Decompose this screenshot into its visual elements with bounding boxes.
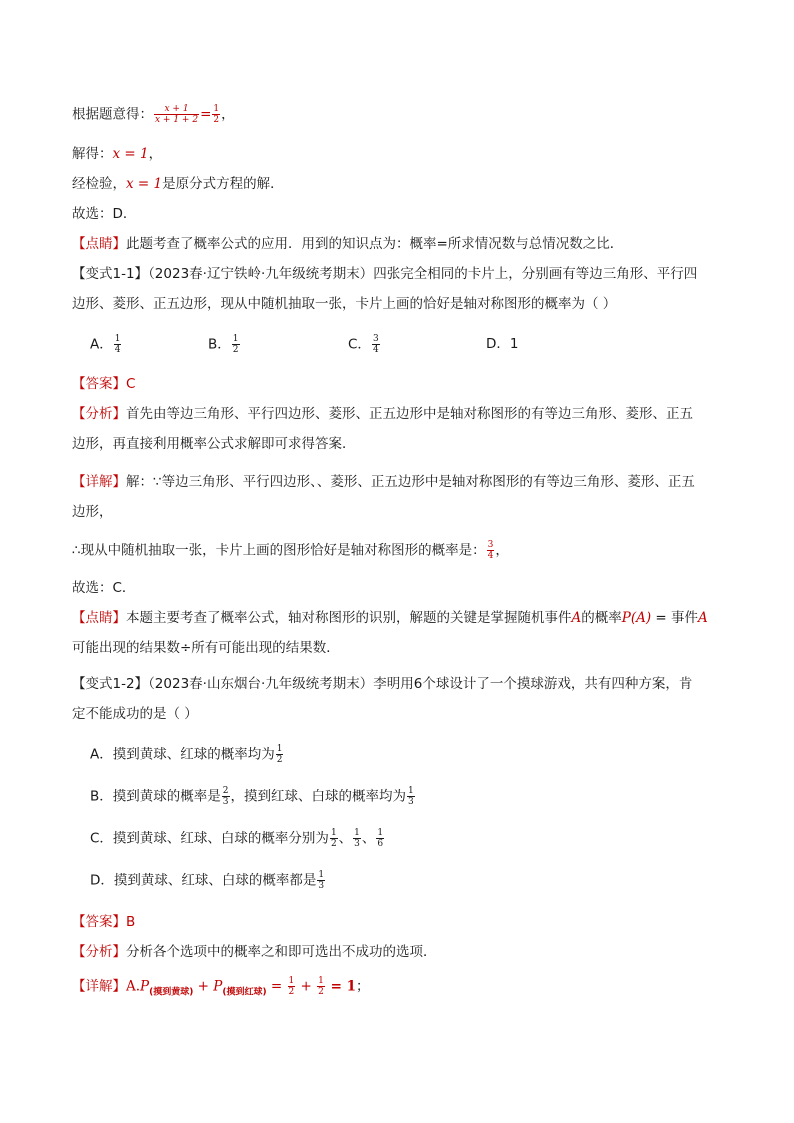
option-a: A．摸到黄球、红球的概率均为 $\frac{1}{2}$ [90, 744, 283, 765]
fraction: $\frac{1}{2}$ [213, 104, 220, 125]
question-1-2-stem-cont: 定不能成功的是（ ） [72, 706, 198, 722]
analysis-tag: 【分析】 [72, 944, 126, 960]
answer-line [72, 374, 135, 394]
comment-line: 【点睛】本题主要考查了概率公式，轴对称图形的识别，解题的关键是掌握随机事件A的概率P(A) = 事件A [72, 610, 708, 626]
answer-line [72, 912, 135, 932]
fraction: $\frac{1}{3}$ [318, 870, 325, 891]
answer-value: C [126, 376, 136, 392]
detail-line: 【详解】$A.P_{(摸到黄球)} + P_{(摸到红球)}$ = $\frac{1}{2}$ + $\frac{1}{2}$ = 1； [72, 976, 370, 998]
analysis-tag: 【分析】 [72, 406, 126, 422]
answer-tag: 【答案】 [72, 914, 126, 930]
fraction: $\frac{1}{3}$ [354, 828, 360, 849]
answer-tag: 【答案】 [72, 376, 126, 392]
math-expression: x = 1 [112, 146, 149, 162]
comment-line-cont: 可能出现的结果数÷所有可能出现的结果数． [72, 640, 340, 656]
comment-line: 【点睛】此题考查了概率公式的应用．用到的知识点为：概率=所求情况数与总情况数之比． [72, 236, 624, 252]
fraction: $\frac{1}{2}$ [330, 828, 337, 849]
fraction: $\frac{1}{6}$ [377, 828, 384, 849]
fraction: $\frac{3}{4}$ [372, 334, 379, 355]
fraction: $\frac{1}{2}$ [276, 744, 283, 765]
fraction: $\frac{x + 1}{x + 1 + 2}$ [155, 104, 199, 125]
detail-tag: 【详解】 [72, 474, 126, 490]
detail-line: 【详解】解：∵等边三角形、平行四边形、、菱形、正五边形中是轴对称图形的有等边三角形、菱形、正五 [72, 474, 695, 490]
question-1-2-stem: 【变式1-2】（2023春·山东烟台·九年级统考期末）李明用6个球设计了一个摸球游戏，共有四种方案，肯 [72, 676, 693, 692]
solution-line-equation: 根据题意得： $\frac{x + 1}{x + 1 + 2}$ = $\frac{1}{2}$ ， [72, 104, 235, 125]
option-b: B． $\frac{1}{2}$ [208, 334, 239, 355]
option-d: D．摸到黄球、红球、白球的概率都是 $\frac{1}{3}$ [90, 870, 325, 891]
fraction: $\frac{1}{2}$ [318, 976, 324, 997]
detail-line-conclusion: ∴现从中随机抽取一张，卡片上画的图形恰好是轴对称图形的概率是： $\frac{3}{4}$ ， [72, 540, 509, 561]
question-1-1-stem: 【变式1-1】（2023春·辽宁铁岭·九年级统考期末）四张完全相同的卡片上，分别画有等边三角形、平行四 [72, 266, 698, 282]
question-tag: 【变式1-1】 [72, 266, 149, 282]
option-d: D．1 [486, 336, 519, 352]
question-1-1-stem-cont: 边形、菱形、正五边形，现从中随机抽取一张，卡片上画的恰好是轴对称图形的概率为（ ） [72, 296, 617, 312]
option-b: B．摸到黄球的概率是 $\frac{2}{3}$ ，摸到红球、白球的概率均为 $\frac{1}{3}$ [90, 786, 414, 807]
fraction: $\frac{1}{4}$ [114, 334, 121, 355]
analysis-line: 【分析】首先由等边三角形、平行四边形、菱形、正五边形中是轴对称图形的有等边三角形、菱形、正五 [72, 406, 693, 422]
fraction: $\frac{1}{2}$ [232, 334, 239, 355]
fraction: $\frac{3}{4}$ [487, 540, 494, 561]
option-a: A． $\frac{1}{4}$ [90, 334, 121, 355]
answer-value: B [126, 914, 136, 930]
option-c: C． $\frac{3}{4}$ [348, 334, 379, 355]
analysis-line-cont: 边形，再直接利用概率公式求解即可求得答案． [72, 436, 356, 452]
fraction: $\frac{1}{3}$ [408, 786, 414, 807]
fraction: $\frac{2}{3}$ [222, 786, 229, 807]
comment-tag: 【点睛】 [72, 610, 126, 626]
detail-line-cont: 边形， [72, 504, 113, 520]
comment-tag: 【点睛】 [72, 236, 126, 252]
solution-line-solve: 解得：x = 1， [72, 146, 163, 162]
fraction: $\frac{1}{2}$ [288, 976, 295, 997]
option-c: C．摸到黄球、红球、白球的概率分别为 $\frac{1}{2}$ 、 $\frac{1}{3}$ 、 $\frac{1}{6}$ [90, 828, 384, 849]
detail-tag: 【详解】 [72, 978, 126, 995]
solution-line-choice: 故选：D． [72, 206, 137, 222]
detail-line-choice: 故选：C． [72, 580, 136, 596]
solution-line-check: 经检验，x = 1是原分式方程的解． [72, 176, 284, 192]
text: 根据题意得： [72, 106, 153, 123]
analysis-line: 【分析】分析各个选项中的概率之和即可选出不成功的选项． [72, 944, 437, 960]
math-expression: x = 1 [126, 176, 163, 192]
question-tag: 【变式1-2】 [72, 676, 149, 692]
